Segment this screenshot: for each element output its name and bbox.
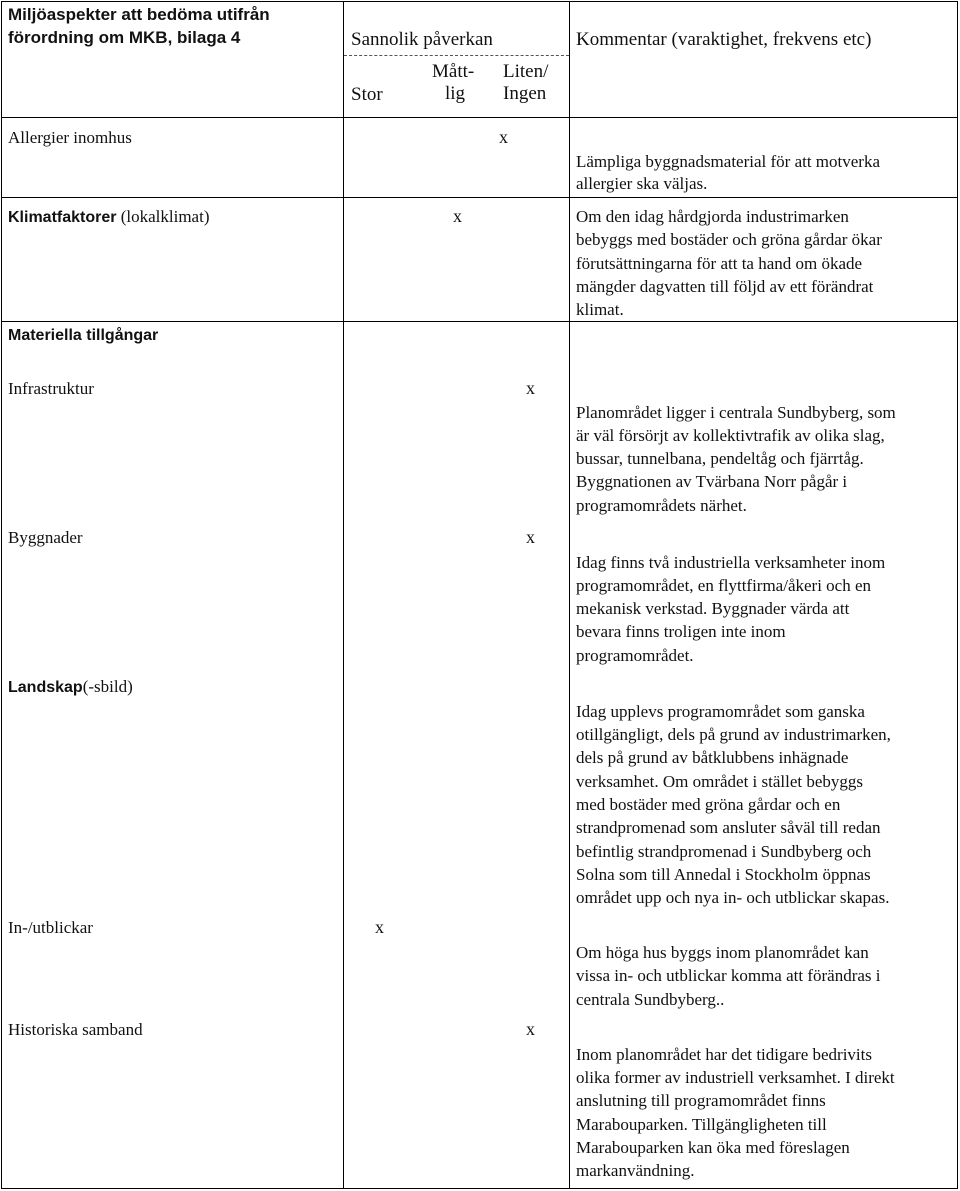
comment-hist-4: Marabouparken. Tillgängligheten till xyxy=(576,1115,827,1134)
impact-mark-byggnader: x xyxy=(526,527,535,547)
table-border-bottom xyxy=(1,1188,958,1189)
impact-mark-in-utblickar: x xyxy=(375,917,384,937)
aspect-landskap xyxy=(8,675,133,699)
aspect-in-utblickar: In-/utblickar xyxy=(8,918,93,937)
comment-klimat-3: förutsättningarna för att ta hand om ökade xyxy=(576,254,863,273)
comment-infra-3: bussar, tunnelbana, pendeltåg och fjärrtåg. xyxy=(576,449,864,468)
header-comment-title: Kommentar (varaktighet, frekvens etc) xyxy=(576,29,872,50)
table-border-right xyxy=(957,1,958,1189)
comment-utblick-3: centrala Sundbyberg.. xyxy=(576,990,725,1009)
impact-mark-infrastruktur: x xyxy=(526,378,535,398)
table-border-left xyxy=(1,1,2,1189)
row-rule-2 xyxy=(1,321,958,322)
table-border-top xyxy=(1,1,958,2)
aspect-klimatfaktorer-rest: (lokalklimat) xyxy=(120,207,210,226)
comment-utblick-2: vissa in- och utblickar komma att förändras i xyxy=(576,966,881,985)
comment-bygg-4: bevara finns troligen inte inom xyxy=(576,622,786,641)
comment-allergier-2: allergier ska väljas. xyxy=(576,174,708,193)
comment-landskap-5: med bostäder med gröna gårdar och en xyxy=(576,795,841,814)
comment-landskap-1: Idag upplevs programområdet som ganska xyxy=(576,702,865,721)
aspect-byggnader: Byggnader xyxy=(8,528,83,547)
comment-klimat-2: bebyggs med bostäder och gröna gårdar ökar xyxy=(576,230,882,249)
header-aspect-line1: Miljöaspekter att bedöma utifrån xyxy=(8,5,270,24)
header-impact-title: Sannolik påverkan xyxy=(351,29,493,50)
comment-klimat-1: Om den idag hårdgjorda industrimarken xyxy=(576,207,849,226)
comment-infra-5: programområdets närhet. xyxy=(576,496,747,515)
comment-hist-2: olika former av industriell verksamhet. I direkt xyxy=(576,1068,895,1087)
header-aspect-line2: förordning om MKB, bilaga 4 xyxy=(8,28,241,47)
comment-utblick-1: Om höga hus byggs inom planområdet kan xyxy=(576,943,869,962)
comment-klimat-5: klimat. xyxy=(576,300,624,319)
header-bottom-rule xyxy=(1,117,958,118)
comment-landskap-7: befintlig strandpromenad i Sundbyberg och xyxy=(576,842,872,861)
row-rule-1 xyxy=(1,197,958,198)
column-divider-1 xyxy=(343,1,344,1189)
impact-mark-klimatfaktorer: x xyxy=(453,206,462,226)
comment-hist-3: anslutning till programområdet finns xyxy=(576,1091,826,1110)
impact-mark-historiska: x xyxy=(526,1019,535,1039)
comment-landskap-2: otillgängligt, dels på grund av industrimarken, xyxy=(576,725,891,744)
comment-infra-2: är väl försörjt av kollektivtrafik av olika slag, xyxy=(576,426,885,445)
header-impact-stor: Stor xyxy=(351,84,383,105)
comment-landskap-4: verksamhet. Om området i stället bebyggs xyxy=(576,772,864,791)
column-divider-2 xyxy=(569,1,570,1189)
header-impact-mattlig-1: Mått- xyxy=(432,61,475,82)
comment-klimat-4: mängder dagvatten till följd av ett förändrat xyxy=(576,277,874,296)
comment-hist-1: Inom planområdet har det tidigare bedrivits xyxy=(576,1045,872,1064)
aspect-landskap-rest: (-sbild) xyxy=(82,677,133,696)
comment-infra-4: Byggnationen av Tvärbana Norr pågår i xyxy=(576,472,848,491)
header-impact-mattlig-2: lig xyxy=(445,83,466,104)
comment-infra-1: Planområdet ligger i centrala Sundbyberg, som xyxy=(576,403,896,422)
comment-bygg-2: programområdet, en flyttfirma/åkeri och en xyxy=(576,576,872,595)
comment-landskap-9: området upp och nya in- och utblickar skapas. xyxy=(576,888,890,907)
impact-mark-allergier: x xyxy=(499,127,508,147)
comment-hist-5: Marabouparken kan öka med föreslagen xyxy=(576,1138,850,1157)
group-materiella-tillgangar: Materiella tillgångar xyxy=(8,327,159,344)
aspect-klimatfaktorer-bold: Klimatfaktorer xyxy=(8,209,117,226)
aspect-klimatfaktorer xyxy=(8,205,210,229)
aspect-landskap-bold: Landskap xyxy=(8,679,83,696)
comment-bygg-3: mekanisk verkstad. Byggnader värda att xyxy=(576,599,850,618)
comment-hist-6: markanvändning. xyxy=(576,1161,695,1180)
comment-landskap-6: strandpromenad som ansluter såväl till redan xyxy=(576,818,881,837)
aspect-historiska-samband: Historiska samband xyxy=(8,1020,143,1039)
comment-bygg-1: Idag finns två industriella verksamheter inom xyxy=(576,553,886,572)
aspect-allergier: Allergier inomhus xyxy=(8,128,132,147)
header-impact-liten-2: Ingen xyxy=(503,83,547,104)
header-dashed-rule xyxy=(344,55,569,56)
comment-landskap-8: Solna som till Annedal i Stockholm öppnas xyxy=(576,865,871,884)
aspect-infrastruktur: Infrastruktur xyxy=(8,379,94,398)
comment-landskap-3: dels på grund av båtklubbens inhägnade xyxy=(576,748,849,767)
comment-bygg-5: programområdet. xyxy=(576,646,694,665)
header-impact-liten-1: Liten/ xyxy=(503,61,549,82)
comment-allergier-1: Lämpliga byggnadsmaterial för att motverka xyxy=(576,152,881,171)
